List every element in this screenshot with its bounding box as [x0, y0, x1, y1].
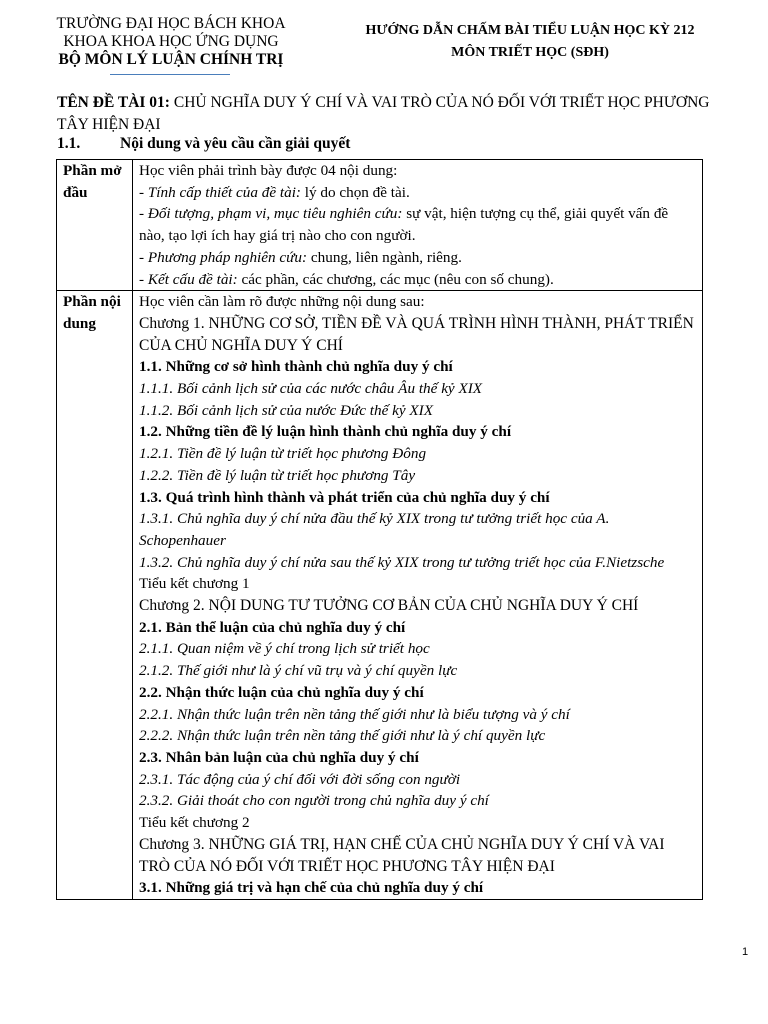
intro-line: Học viên phải trình bày được 04 nội dung:: [139, 162, 398, 179]
table-row-intro: [57, 160, 703, 291]
section-1-3: 1.3. Quá trình hình thành và phát triển của chủ nghĩa duy ý chí: [139, 488, 550, 506]
intro-line: - Phương pháp nghiên cứu: chung, liên ngành, riêng.: [139, 248, 462, 266]
intro-line: - Đối tượng, phạm vi, mục tiêu nghiên cứu: sự vật, hiện tượng cụ thể, giải quyết vấn đề nào, tạo lợi ích hay giá trị nào cho con người.: [139, 205, 669, 245]
section-2-1: 2.1. Bản thể luận của chủ nghĩa duy ý chí: [139, 618, 406, 636]
subsection-1-2-2: 1.2.2. Tiền đề lý luận từ triết học phương Tây: [139, 466, 416, 484]
institution-header: [40, 15, 302, 69]
chapter-3-title: Chương 3. NHỮNG GIÁ TRỊ, HẠN CHẾ CỦA CHỦ NGHĨA DUY Ý CHÍ VÀ VAI TRÒ CỦA NÓ ĐỐI VỚI TRIẾT HỌC PHƯƠNG TÂY HIỆN ĐẠI: [139, 835, 665, 875]
chapter-2-title: Chương 2. NỘI DUNG TƯ TƯỞNG CƠ BẢN CỦA CHỦ NGHĨA DUY Ý CHÍ: [139, 597, 639, 615]
chapter-1-summary: Tiểu kết chương 1: [139, 575, 250, 593]
section-title: Nội dung và yêu cầu cần giải quyết: [120, 135, 351, 152]
intro-content: [133, 160, 703, 291]
subsection-2-2-2: 2.2.2. Nhận thức luận trên nền tảng thế giới như là ý chí quyền lực: [139, 727, 546, 745]
section-2-3: 2.3. Nhân bản luận của chủ nghĩa duy ý chí: [139, 748, 419, 766]
section-number: 1.1.: [57, 135, 81, 152]
subsection-2-1-2: 2.1.2. Thế giới như là ý chí vũ trụ và ý chí quyền lực: [139, 662, 458, 680]
section-1-2: 1.2. Những tiền đề lý luận hình thành chủ nghĩa duy ý chí: [139, 423, 512, 441]
chapter-2-summary: Tiểu kết chương 2: [139, 814, 250, 832]
subsection-1-3-2: 1.3.2. Chủ nghĩa duy ý chí nửa sau thế kỷ XIX trong tư tưởng triết học của F.Nietzsche: [139, 553, 665, 571]
university-name: TRƯỜNG ĐẠI HỌC BÁCH KHOA: [56, 15, 286, 32]
row-label-body: Phần nội dung: [57, 291, 133, 900]
section-2-2: 2.2. Nhận thức luận của chủ nghĩa duy ý chí: [139, 683, 424, 701]
section-3-1: 3.1. Những giá trị và hạn chế của chủ nghĩa duy ý chí: [139, 879, 484, 897]
topic-label: TÊN ĐỀ TÀI 01:: [57, 94, 170, 111]
subsection-2-1-1: 2.1.1. Quan niệm về ý chí trong lịch sử triết học: [139, 640, 430, 658]
section-1-1: 1.1. Những cơ sở hình thành chủ nghĩa duy ý chí: [139, 358, 453, 376]
subsection-2-3-2: 2.3.2. Giải thoát cho con người trong chủ nghĩa duy ý chí: [139, 792, 489, 810]
subsection-1-1-1: 1.1.1. Bối cảnh lịch sử của các nước châu Âu thế kỷ XIX: [139, 380, 483, 398]
section-heading: [57, 134, 350, 154]
row-label-intro: Phần mở đầu: [57, 160, 133, 291]
document-heading: [330, 20, 730, 64]
document-title: HƯỚNG DẪN CHẤM BÀI TIỂU LUẬN HỌC KỲ 212: [365, 23, 695, 38]
topic-text: CHỦ NGHĨA DUY Ý CHÍ VÀ VAI TRÒ CỦA NÓ ĐỐI VỚI TRIẾT HỌC PHƯƠNG TÂY HIỆN ĐẠI: [57, 94, 710, 133]
table-row-body: [57, 291, 703, 900]
subsection-1-3-1: 1.3.1. Chủ nghĩa duy ý chí nửa đầu thế kỷ XIX trong tư tưởng triết học của A. Schopenhauer: [139, 510, 610, 549]
subsection-2-2-1: 2.2.1. Nhận thức luận trên nền tảng thế giới như là biểu tượng và ý chí: [139, 705, 570, 723]
chapter-1-title: Chương 1. NHỮNG CƠ SỞ, TIỀN ĐỀ VÀ QUÁ TRÌNH HÌNH THÀNH, PHÁT TRIỂN CỦA CHỦ NGHĨA DUY Ý CHÍ: [139, 314, 694, 354]
intro-line: - Kết cấu đề tài: các phần, các chương, các mục (nêu con số chung).: [139, 270, 554, 288]
body-content: [133, 291, 703, 900]
subject-title: MÔN TRIẾT HỌC (SĐH): [451, 45, 609, 60]
subsection-2-3-1: 2.3.1. Tác động của ý chí đối với đời sống con người: [139, 770, 461, 788]
subsection-1-2-1: 1.2.1. Tiền đề lý luận từ triết học phương Đông: [139, 445, 427, 463]
page-number: 1: [742, 946, 749, 958]
topic-title: [57, 92, 717, 136]
intro-line: - Tính cấp thiết của đề tài: lý do chọn đề tài.: [139, 183, 410, 201]
department-name: BỘ MÔN LÝ LUẬN CHÍNH TRỊ: [58, 51, 284, 68]
faculty-name: KHOA KHOA HỌC ỨNG DỤNG: [63, 33, 279, 50]
body-line: Học viên cần làm rõ được những nội dung sau:: [139, 293, 425, 311]
subsection-1-1-2: 1.1.2. Bối cảnh lịch sử của nước Đức thế kỷ XIX: [139, 401, 434, 419]
header-underline: [110, 74, 230, 75]
grading-table: [56, 159, 703, 900]
